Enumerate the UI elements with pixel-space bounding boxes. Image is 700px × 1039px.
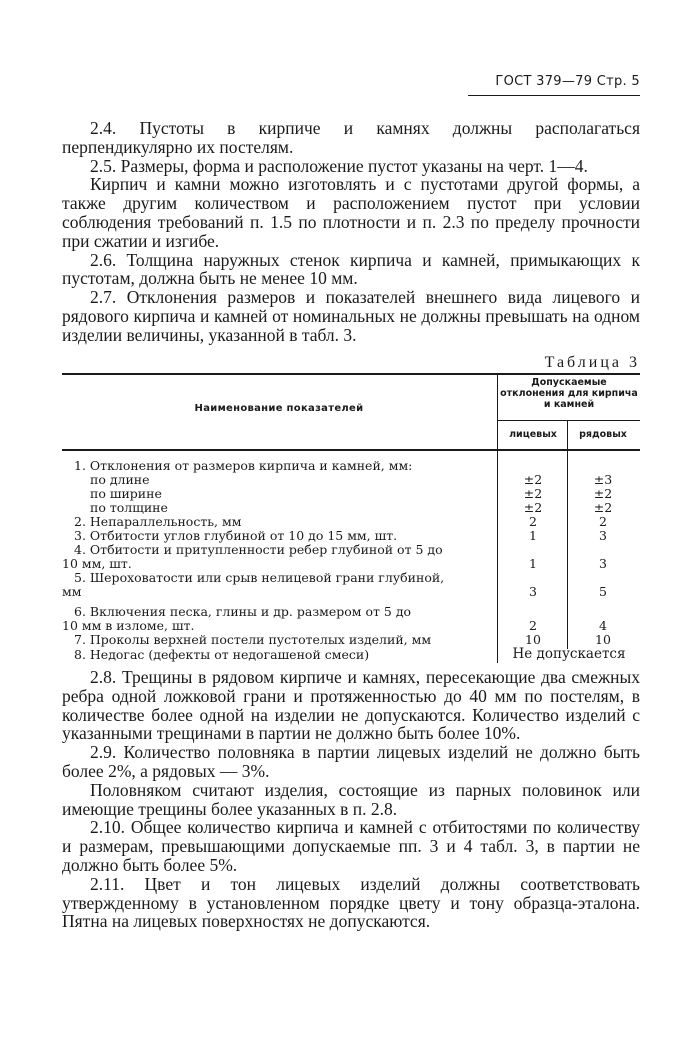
table-row-label: 10 мм, шт. [62, 556, 132, 571]
header-deviations: Допускаемые отклонения для кирпича и камней [500, 377, 638, 410]
table-cell-ordinary: ±3 [593, 472, 613, 487]
table-cell-ordinary: 5 [599, 584, 607, 599]
header-face: лицевых [509, 429, 557, 440]
table-cell-ordinary: 3 [599, 528, 607, 543]
table-cell-ordinary: 10 [595, 632, 611, 647]
paragraph-2-7: 2.7. Отклонения размеров и показателей внешнего вида лицевого и рядового кирпича и камней от номинальных не должны превышать на одном изделии величины, указанной в табл. 3. [62, 287, 640, 345]
header-ordinary: рядовых [579, 429, 627, 440]
table-cell-ordinary: 3 [599, 556, 607, 571]
table-row-label: 1. Отклонения от размеров кирпича и камней, мм: [74, 458, 413, 473]
table-cell-ordinary: 4 [599, 618, 607, 633]
table-cell-face: 2 [529, 618, 537, 633]
table-row-label: мм [62, 584, 82, 599]
table-cell-face: 2 [529, 514, 537, 529]
document-header: ГОСТ 379—79 Стр. 5 [495, 74, 640, 89]
paragraph-2-10: 2.10. Общее количество кирпича и камней с отбитостями по количеству и размерам, превышающими допускаемые пп. 3 и 4 табл. 3, в партии не должно быть более 5%. [62, 817, 640, 875]
table-row-label: 5. Шероховатости или срыв нелицевой грани глубиной, [74, 570, 445, 585]
table-cell-face: 1 [529, 528, 537, 543]
paragraph-2-8: 2.8. Трещины в рядовом кирпиче и камнях, пересекающие два смежных ребра одной ложковой грани и протяженностью до 40 мм по постелям, в количестве более одной на изделии не допускаются. Количество изделий с указанными трещинами в партии не должно быть более 10%. [62, 667, 640, 744]
table-cell-face: 1 [529, 556, 537, 571]
table-row-label: по толщине [90, 500, 168, 515]
header-indicator-name: Наименование показателей [194, 403, 364, 414]
table-row-label: 3. Отбитости углов глубиной от 10 до 15 мм, шт. [74, 528, 398, 543]
table-cell-ordinary: ±2 [593, 500, 613, 515]
table-cell-face: ±2 [523, 472, 543, 487]
table-caption: Таблица 3 [544, 354, 640, 371]
table-cell-face: 3 [529, 584, 537, 599]
paragraph-2-4: 2.4. Пустоты в кирпиче и камнях должны располагаться перпендикулярно их постелям. [62, 118, 640, 157]
table-row-label: 6. Включения песка, глины и др. размером от 5 до [74, 604, 412, 619]
table-row-label: 8. Недогас (дефекты от недогашеной смеси) [74, 647, 370, 662]
table-top-rule [62, 373, 640, 375]
paragraph-other-voids: Кирпич и камни можно изготовлять и с пустотами другой формы, а также другим количеством и расположением пустот при условии соблюдения требований п. 1.5 по плотности и п. 2.3 по пределу прочности при сжатии и изгибе. [62, 174, 640, 251]
table-subheader-rule [498, 420, 640, 421]
text-block-top [62, 119, 640, 345]
paragraph-2-6: 2.6. Толщина наружных стенок кирпича и камней, примыкающих к пустотам, должна быть не менее 10 мм. [62, 249, 640, 289]
paragraph-2-11: 2.11. Цвет и тон лицевых изделий должны соответствовать утвержденному в установленном порядке цвету и тону образца-эталона. Пятна на лицевых поверхностях не допускаются. [62, 873, 640, 932]
paragraph-2-5: 2.5. Размеры, форма и расположение пустот указаны на черт. 1—4. [90, 155, 588, 176]
paragraph-2-9: 2.9. Количество половняка в партии лицевых изделий не должно быть более 2%, а рядовых — 3%. [62, 742, 640, 781]
table-header-rule [62, 449, 640, 451]
text-block-bottom [62, 668, 640, 931]
table-row-label: по длине [90, 472, 150, 487]
table-row-label: 10 мм в изломе, шт. [62, 618, 195, 633]
table-cell-face: 10 [525, 632, 541, 647]
header-rule [468, 95, 640, 96]
paragraph-half-bricks: Половняком считают изделия, состоящие из парных половинок или имеющие трещины более указанных в п. 2.8. [62, 779, 640, 819]
table-cell-ordinary: ±2 [593, 486, 613, 501]
table-row-label: по ширине [90, 486, 162, 501]
table-row-label: 2. Непараллельность, мм [74, 514, 242, 529]
table-cell-not-allowed: Не допускается [512, 646, 626, 662]
table-cell-face: ±2 [523, 500, 543, 515]
table-cell-ordinary: 2 [599, 514, 607, 529]
table-row-label: 4. Отбитости и притупленности ребер глубиной от 5 до [74, 542, 443, 557]
table-cell-face: ±2 [523, 486, 543, 501]
table-row-label: 7. Проколы верхней постели пустотелых изделий, мм [74, 632, 432, 647]
